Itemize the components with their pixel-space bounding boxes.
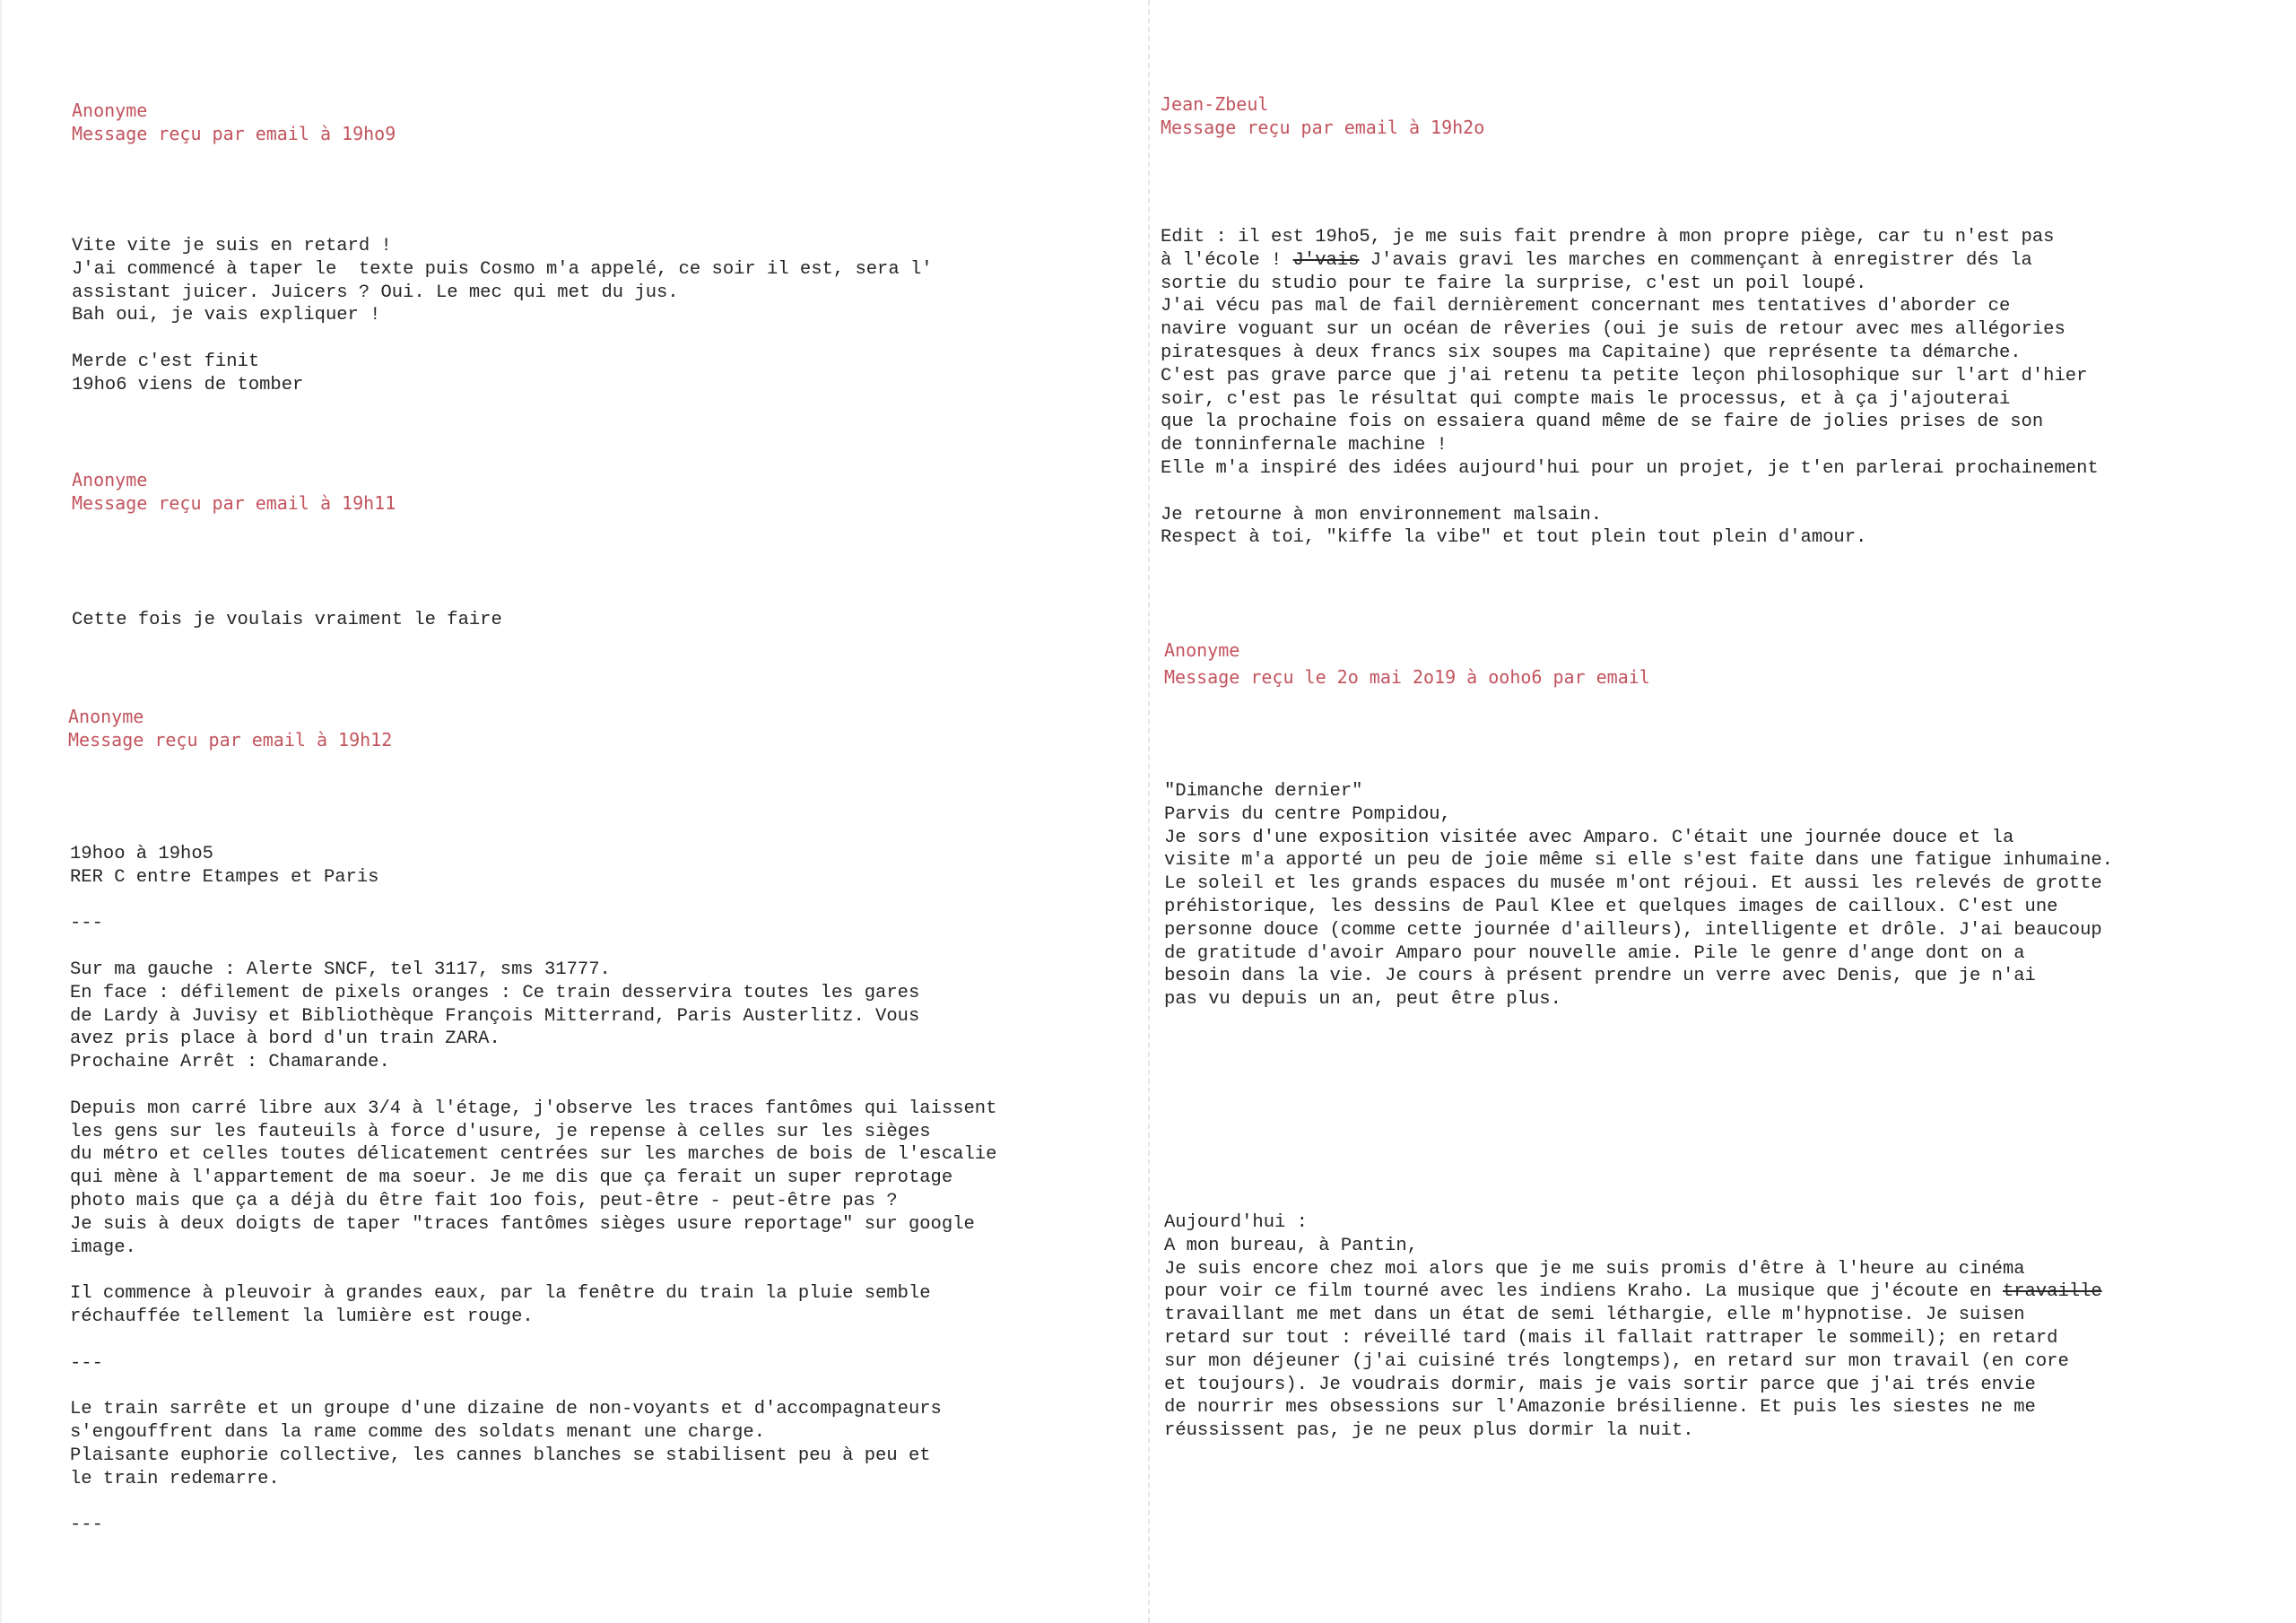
message-meta: Message reçu par email à 19h2o bbox=[1161, 117, 1485, 138]
message-2 bbox=[72, 468, 396, 515]
message-3 bbox=[68, 705, 392, 751]
message-body-line bbox=[1161, 249, 2099, 273]
message-body-intro: Aujourd'hui : A mon bureau, à Pantin, Je suis encore chez moi alors que je me suis promis d'être à l'heure au cinéma bbox=[1164, 1212, 2025, 1280]
message-body-rest: travaillant me met dans un état de semi léthargie, elle m'hypnotise. Je suisen retard sur tout : réveillé tard (mais il fallait rattraper le sommeil); en retard sur mon déjeuner (j'ai cuisiné trés longtemps), en retard sur mon travail (en core et toujours). Je voudrais dormir, mais je vais sortir parce que j'ai trés envie de nourrir mes obsessions sur l'Amazonie brésilienne. Et puis les siestes ne me réussissent pas, je ne peux plus dormir la nuit. bbox=[1164, 1305, 2069, 1442]
message-body-rest: sortie du studio pour te faire la surprise, c'est un poil loupé. J'ai vécu pas mal de fail dernièrement concernant mes tentatives d'aborder ce navire voguant sur un océan de rêveries (oui je suis de retour avec mes allégories piratesques à deux francs six soupes ma Capitaine) que représente ta démarche. C'est pas grave parce que j'ai retenu ta petite leçon philosophique sur l'art d'hier soir, c'est pas le résultat qui compte mais le processus, et à ça j'ajouterai que la prochaine fois on essaiera quand même de se faire de jolies prises de son de tonninfernale machine ! Elle m'a inspiré des idées aujourd'hui pour un projet, je t'en parlerai prochainement Je retourne à mon environnement malsain. Respect à toi, "kiffe la vibe" et tout plein tout plein d'amour. bbox=[1161, 273, 2099, 549]
message-body-line: Edit : il est 19ho5, je me suis fait prendre à mon propre piège, car tu n'est pas bbox=[1161, 227, 2055, 247]
message-1 bbox=[72, 99, 396, 145]
message-body: Vite vite je suis en retard ! J'ai commencé à taper le texte puis Cosmo m'a appelé, ce soir il est, sera l' assistant juicer. Juicers ? Oui. Le mec qui met du jus. Bah oui, je vais expliquer ! Merde c'est finit 19ho6 viens de tomber bbox=[72, 236, 933, 395]
message-sender: Anonyme bbox=[72, 100, 148, 121]
text-run: à l'école ! bbox=[1161, 249, 1293, 271]
message-meta: Message reçu par email à 19ho9 bbox=[72, 123, 396, 144]
message-6 bbox=[1164, 1211, 2102, 1443]
message-meta: Message reçu le 2o mai 2o19 à ooho6 par email bbox=[1164, 666, 1650, 688]
message-body: 19hoo à 19ho5 RER C entre Etampes et Paris --- Sur ma gauche : Alerte SNCF, tel 3117, sms 31777. En face : défilement de pixels oranges : Ce train desservira toutes les gares de Lardy à Juvisy et Bibliothèque François Mitterrand, Paris Austerlitz. Vous avez pris place à bord d'un train ZARA. Prochaine Arrêt : Chamarande. Depuis mon carré libre aux 3/4 à l'étage, j'observe les traces fantômes qui laissent les gens sur les fauteuils à force d'usure, je repense à celles sur les sièges du métro et celles toutes délicatement centrées sur les marches de bois de l'escalie qui mène à l'appartement de ma soeur. Je me dis que ça ferait un super reprotage photo mais que ça a déjà du être fait 1oo fois, peut-être - peut-être pas ? Je suis à deux doigts de taper "traces fantômes sièges usure reportage" sur google image. Il commence à pleuvoir à grandes eaux, par la fenêtre du train la pluie semble réchauffée tellement la lumière est rouge. --- Le train sarrête et un groupe d'une dizaine de non-voyants et d'accompagnateurs s'engouffrent dans la rame comme des soldats menant une charge. Plaisante euphorie collective, les cannes blanches se stabilisent peu à peu et le train redemarre. --- bbox=[70, 844, 997, 1536]
message-sender: Anonyme bbox=[1164, 639, 1240, 661]
struck-text: J'vais bbox=[1292, 249, 1360, 271]
message-body-line bbox=[1164, 1280, 2102, 1304]
message-5 bbox=[1164, 638, 1650, 689]
message-4 bbox=[1161, 92, 1484, 139]
message-body: Cette fois je voulais vraiment le faire bbox=[72, 610, 502, 630]
message-meta: Message reçu par email à 19h12 bbox=[68, 729, 393, 751]
struck-text: travaille bbox=[2002, 1281, 2102, 1303]
text-run: pour voir ce film tourné avec les indiens Kraho. La musique que j'écoute en bbox=[1164, 1281, 2003, 1303]
message-meta: Message reçu par email à 19h11 bbox=[72, 492, 396, 514]
text-run: J'avais gravi les marches en commençant à enregistrer dés la bbox=[1359, 249, 2032, 271]
message-body: "Dimanche dernier" Parvis du centre Pompidou, Je sors d'une exposition visitée avec Amparo. C'était une journée douce et la visite m'a apporté un peu de joie même si elle s'est faite dans une fatigue inhumaine. Le soleil et les grands espaces du musée m'ont réjoui. Et aussi les relevés de grotte préhistorique, les dessins de Paul Klee et quelques images de cailloux. C'est une personne douce (comme cette journée d'ailleurs), intelligente et drôle. J'ai beaucoup de gratitude d'avoir Amparo pour nouvelle amie. Pile le genre d'ange dont on a besoin dans la vie. Je cours à présent prendre un verre avec Denis, que je n'ai pas vu depuis un an, peut être plus. bbox=[1164, 781, 2113, 1011]
message-body bbox=[1161, 226, 2099, 550]
right-page bbox=[1148, 0, 2296, 1623]
message-sender: Anonyme bbox=[68, 706, 144, 727]
message-sender: Jean-Zbeul bbox=[1161, 93, 1269, 115]
message-sender: Anonyme bbox=[72, 469, 148, 490]
